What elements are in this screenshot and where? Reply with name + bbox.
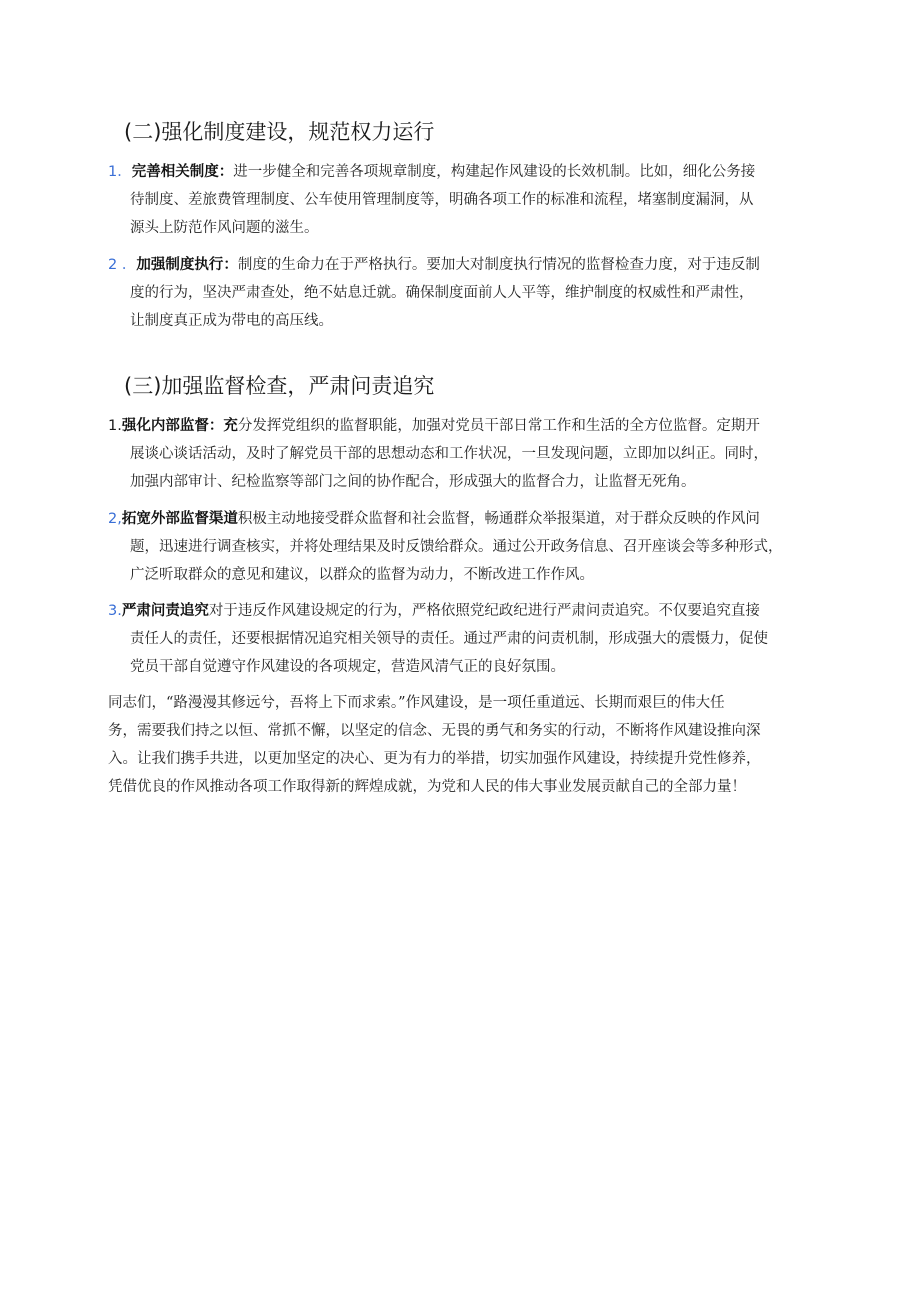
- item-lead: 完善相关制度：: [131, 164, 234, 180]
- item-lead: 强化内部监督：充: [121, 418, 238, 434]
- item-text-line: 广泛听取群众的意见和建议，以群众的监督为动力，不断改进工作作风。: [130, 567, 594, 583]
- closing-line: 务，需要我们持之以恒、常抓不懈，以坚定的信念、无畏的勇气和务实的行动，不断将作风建设推向深: [108, 723, 761, 739]
- item-text-line: 积极主动地接受群众监督和社会监督，畅通群众举报渠道，对于群众反映的作风问: [237, 511, 760, 527]
- item-number: 2,: [108, 511, 122, 527]
- item-lead: 严肃问责追究: [121, 603, 209, 619]
- section-3-heading: (三)加强监督检查，严肃问责追究: [124, 374, 435, 398]
- item-lead: 加强制度执行：: [136, 257, 238, 273]
- item-text-line: 进一步健全和完善各项规章制度，构建起作风建设的长效机制。比如，细化公务接: [233, 164, 756, 180]
- item-text-line: 源头上防范作风问题的滋生。: [130, 220, 319, 236]
- section-3-item-2: [108, 505, 813, 589]
- item-number: 2 ．: [108, 257, 137, 273]
- item-text-line: 责任人的责任，还要根据情况追究相关领导的责任。通过严肃的问责机制，形成强大的震慑力，促使: [130, 631, 768, 647]
- item-text-line: 加强内部审计、纪检监察等部门之间的协作配合，形成强大的监督合力，让监督无死角。: [130, 474, 696, 490]
- section-2-heading: (二)强化制度建设，规范权力运行: [124, 120, 435, 144]
- item-text-line: 待制度、差旅费管理制度、公车使用管理制度等，明确各项工作的标准和流程，堵塞制度漏洞，从: [130, 192, 754, 208]
- section-3-item-1: [108, 412, 813, 496]
- section-2-item-1: [108, 158, 813, 242]
- item-text-line: 制度的生命力在于严格执行。要加大对制度执行情况的监督检查力度，对于违反制: [237, 257, 760, 273]
- item-lead: 拓宽外部监督渠道: [121, 511, 238, 527]
- closing-line: 凭借优良的作风推动各项工作取得新的辉煌成就，为党和人民的伟大事业发展贡献自己的全部力量！: [108, 779, 746, 795]
- closing-paragraph: [108, 689, 818, 801]
- section-2-item-2: [108, 251, 813, 335]
- closing-line: 入。让我们携手共进，以更加坚定的决心、更为有力的举措，切实加强作风建设，持续提升党性修养，: [108, 751, 761, 767]
- item-number: 1.: [108, 418, 122, 434]
- item-text-line: 度的行为，坚决严肃查处，绝不姑息迁就。确保制度面前人人平等，维护制度的权威性和严肃性，: [130, 285, 754, 301]
- closing-line: 同志们，“路漫漫其修远兮，吾将上下而求索。”作风建设，是一项任重道远、长期而艰巨的伟大任: [108, 695, 725, 711]
- section-3-item-3: [108, 597, 813, 681]
- item-text-line: 分发挥党组织的监督职能，加强对党员干部日常工作和生活的全方位监督。定期开: [237, 418, 760, 434]
- item-text-line: 展谈心谈话活动，及时了解党员干部的思想动态和工作状况，一旦发现问题，立即加以纠正。同时，: [130, 446, 768, 462]
- item-text-line: 对于违反作风建设规定的行为，严格依照党纪政纪进行严肃问责追究。不仅要追究直接: [208, 603, 760, 619]
- item-number: 3.: [108, 603, 122, 619]
- item-number: 1．: [108, 164, 132, 180]
- item-text-line: 党员干部自觉遵守作风建设的各项规定，营造风清气正的良好氛围。: [130, 659, 565, 675]
- item-text-line: 题，迅速进行调查核实，并将处理结果及时反馈给群众。通过公开政务信息、召开座谈会等多种形式，: [130, 539, 783, 555]
- item-text-line: 让制度真正成为带电的高压线。: [130, 313, 333, 329]
